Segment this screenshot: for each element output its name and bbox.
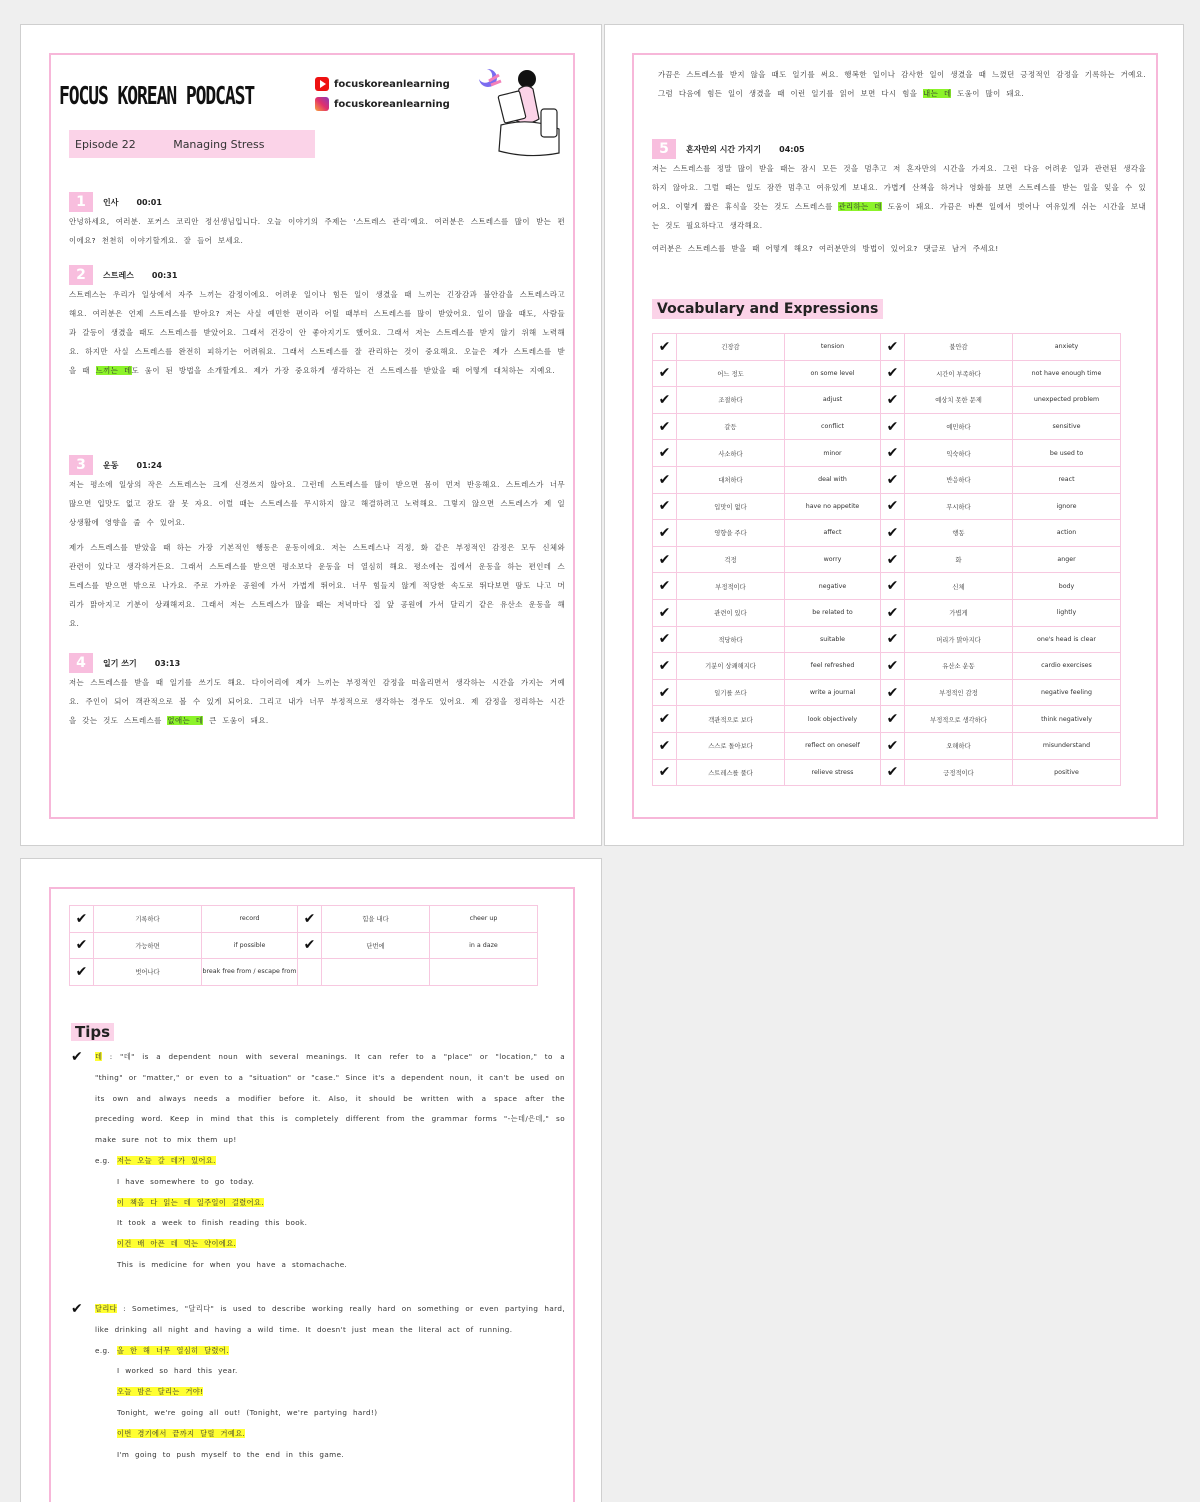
page-frame bbox=[632, 53, 1158, 819]
section-paragraph: 저는 스트레스를 정말 많이 받을 때는 잠시 모든 것을 멈추고 저 혼자만의 시간을 가져요. 그런 다음 어려운 일과 관련된 생각을 하지 않아요. 그럴 때는 일도 잠깐 멈추고 여유있게 보내요. 가볍게 산책을 하거나 영화를 보면 스트레스를 받는 일을 잊을 수 있어요. 이렇게 짧은 휴식을 갖는 것도 스트레스를 관리하는 데 도움이 돼요. 가끔은 바쁜 일에서 벗어나 여유있게 쉬는 시간을 보내는 것도 필요하다고 생각해요. bbox=[652, 164, 1147, 230]
vocab-korean: 일기를 쓰다 bbox=[677, 679, 785, 706]
section-title: 인사 bbox=[103, 197, 119, 207]
vocab-table-continued bbox=[69, 905, 538, 986]
vocab-korean: 머리가 맑아지다 bbox=[905, 626, 1013, 653]
check-icon: ✔ bbox=[881, 360, 905, 387]
tip-term: 데 bbox=[95, 1052, 103, 1061]
vocab-english: unexpected problem bbox=[1013, 387, 1121, 414]
section-number: 4 bbox=[69, 653, 93, 673]
vocab-english: cardio exercises bbox=[1013, 653, 1121, 680]
check-icon: ✔ bbox=[653, 440, 677, 467]
episode-topic: Managing Stress bbox=[173, 138, 265, 151]
tip-2 bbox=[71, 1299, 565, 1465]
vocab-korean: 익숙하다 bbox=[905, 440, 1013, 467]
vocab-row bbox=[70, 906, 538, 933]
tip-text: : Sometimes, "달리다" is used to describe working really hard on something or even partying hard, like drinking all night and having a wild time. It doesn't just mean the literal act of running. bbox=[95, 1304, 566, 1334]
vocab-english: positive bbox=[1013, 759, 1121, 786]
vocab-english: action bbox=[1013, 520, 1121, 547]
check-icon: ✔ bbox=[653, 387, 677, 414]
episode-number: Episode 22 bbox=[75, 138, 136, 151]
vocab-korean: 적당하다 bbox=[677, 626, 785, 653]
vocab-english: conflict bbox=[785, 413, 881, 440]
section-time: 00:01 bbox=[136, 197, 162, 207]
vocab-korean: 조절하다 bbox=[677, 387, 785, 414]
vocab-row bbox=[653, 653, 1121, 680]
section-time: 03:13 bbox=[154, 658, 181, 668]
check-icon: ✔ bbox=[70, 906, 94, 933]
youtube-icon bbox=[315, 77, 329, 91]
page-frame bbox=[49, 53, 575, 819]
vocab-english: look objectively bbox=[785, 706, 881, 733]
vocab-korean: 유산소 운동 bbox=[905, 653, 1013, 680]
example-korean: 이건 배 아픈 데 먹는 약이에요. bbox=[117, 1239, 237, 1249]
vocab-korean: 부정적으로 생각하다 bbox=[905, 706, 1013, 733]
vocab-english: relieve stress bbox=[785, 759, 881, 786]
vocab-english: not have enough time bbox=[1013, 360, 1121, 387]
section-title: 혼자만의 시간 가지기 bbox=[686, 144, 762, 154]
vocab-korean: 대처하다 bbox=[677, 466, 785, 493]
vocab-korean: 힘을 내다 bbox=[322, 906, 430, 933]
check-icon: ✔ bbox=[653, 334, 677, 361]
vocab-korean: 벗어나다 bbox=[94, 959, 202, 986]
girl-reading-illustration bbox=[461, 65, 565, 157]
vocab-english: be used to bbox=[1013, 440, 1121, 467]
vocab-korean: 긍정적이다 bbox=[905, 759, 1013, 786]
check-icon: ✔ bbox=[653, 413, 677, 440]
vocab-title: Vocabulary and Expressions bbox=[652, 299, 883, 319]
vocab-english: negative feeling bbox=[1013, 679, 1121, 706]
vocab-korean: 긴장감 bbox=[677, 334, 785, 361]
example-korean: 저는 오늘 갈 데가 있어요. bbox=[117, 1155, 216, 1165]
check-icon: ✔ bbox=[71, 1301, 84, 1317]
vocab-english: on some level bbox=[785, 360, 881, 387]
vocab-korean: 반응하다 bbox=[905, 466, 1013, 493]
section-number: 1 bbox=[69, 192, 93, 212]
page-1 bbox=[20, 24, 602, 846]
vocab-row bbox=[653, 493, 1121, 520]
vocab-english: think negatively bbox=[1013, 706, 1121, 733]
check-icon: ✔ bbox=[653, 520, 677, 547]
vocab-english: one's head is clear bbox=[1013, 626, 1121, 653]
vocab-korean: 화 bbox=[905, 546, 1013, 573]
vocab-korean bbox=[322, 959, 430, 986]
vocab-row bbox=[653, 759, 1121, 786]
section-paragraph: 저는 스트레스를 받을 때 일기를 쓰기도 해요. 다이어리에 제가 느끼는 부정적인 감정을 떠올리면서 생각하는 시간을 가지는 거예요. 주인이 되어 객관적으로 볼 수 있게 되어요. 그리고 내가 너무 부정적으로 생각하는 경우도 있어요. 제 감정을 정리하는 시간을 갖는 것도 스트레스를 없애는 데 큰 도움이 돼요. bbox=[69, 678, 565, 725]
episode-banner bbox=[69, 130, 315, 158]
vocab-english: minor bbox=[785, 440, 881, 467]
vocab-row bbox=[70, 932, 538, 959]
check-icon: ✔ bbox=[653, 732, 677, 759]
check-icon: ✔ bbox=[653, 493, 677, 520]
vocab-english: reflect on oneself bbox=[785, 732, 881, 759]
check-icon: ✔ bbox=[881, 334, 905, 361]
vocab-english: body bbox=[1013, 573, 1121, 600]
section-paragraph: 저는 평소에 일상의 작은 스트레스는 크게 신경쓰지 않아요. 그런데 스트레스를 많이 받으면 몸이 먼저 반응해요. 스트레스가 너무 많으면 입맛도 없고 잠도 잘 못 자요. 이럴 때는 스트레스를 무시하지 않고 해결하려고 노력해요. 그렇지 않으면 스트레스가 제 일상생활에 영향을 줄 수 있어요. bbox=[69, 480, 565, 527]
vocab-korean: 단번에 bbox=[322, 932, 430, 959]
check-icon: ✔ bbox=[653, 546, 677, 573]
check-icon: ✔ bbox=[653, 679, 677, 706]
section-title: 스트레스 bbox=[103, 270, 134, 280]
section-paragraph: 제가 스트레스를 받았을 때 하는 가장 기본적인 행동은 운동이에요. 저는 스트레스나 걱정, 화 같은 부정적인 감정은 모두 신체와 관련이 있다고 생각하거든요. 그래서 스트레스를 받으면 평소보다 운동을 더 열심히 해요. 평소에는 집에서 운동을 하는 편인데 스트레스를 받으면 밖으로 나가요. 주로 가까운 공원에 가서 가볍게 뛰어요. 너무 힘들지 않게 적당한 속도로 뛰다보면 땀도 나고 머리가 맑아지고 기분이 상쾌해져요. 그래서 저는 스트레스가 많을 때는 저녁마다 집 앞 공원에 가서 달리기 같은 유산소 운동을 해요. bbox=[69, 543, 565, 628]
brand-title: FOCUS KOREAN PODCAST bbox=[59, 81, 255, 110]
vocab-english: adjust bbox=[785, 387, 881, 414]
check-icon: ✔ bbox=[653, 573, 677, 600]
check-icon: ✔ bbox=[881, 466, 905, 493]
check-icon: ✔ bbox=[653, 653, 677, 680]
tips-title: Tips bbox=[71, 1023, 114, 1041]
page-2 bbox=[604, 24, 1184, 846]
vocab-english: worry bbox=[785, 546, 881, 573]
example-english: It took a week to finish reading this book. bbox=[117, 1218, 308, 1228]
vocab-english: have no appetite bbox=[785, 493, 881, 520]
vocab-korean: 시간이 부족하다 bbox=[905, 360, 1013, 387]
vocab-korean: 부정적인 감정 bbox=[905, 679, 1013, 706]
vocab-english: tension bbox=[785, 334, 881, 361]
check-icon: ✔ bbox=[653, 466, 677, 493]
section-1 bbox=[69, 192, 565, 250]
vocab-row bbox=[653, 706, 1121, 733]
vocab-korean: 불안감 bbox=[905, 334, 1013, 361]
vocab-english: anger bbox=[1013, 546, 1121, 573]
section-4 bbox=[69, 653, 565, 730]
vocab-korean: 오해하다 bbox=[905, 732, 1013, 759]
vocab-row bbox=[653, 413, 1121, 440]
vocab-korean: 객관적으로 보다 bbox=[677, 706, 785, 733]
vocab-english: cheer up bbox=[430, 906, 538, 933]
vocab-korean: 예상치 못한 문제 bbox=[905, 387, 1013, 414]
highlight: 내는 데 bbox=[923, 89, 952, 98]
check-icon: ✔ bbox=[881, 653, 905, 680]
check-icon: ✔ bbox=[881, 546, 905, 573]
vocab-row bbox=[653, 599, 1121, 626]
example-english: I'm going to push myself to the end in this game. bbox=[117, 1449, 345, 1459]
check-icon: ✔ bbox=[881, 573, 905, 600]
vocab-english: suitable bbox=[785, 626, 881, 653]
examples: e.g. 저는 오늘 갈 데가 있어요. I have somewhere to go today. 이 책을 다 읽는 데 일주일이 걸렸어요. It took a week to finish reading this book. 이건 배 아픈 데 먹는 약이에요. This is medicine for when you have a stomachache. bbox=[95, 1151, 565, 1276]
check-icon: ✔ bbox=[653, 706, 677, 733]
instagram-icon bbox=[315, 97, 329, 111]
example-korean: 올 한 해 너무 열심히 달렸어. bbox=[117, 1345, 229, 1355]
check-icon: ✔ bbox=[70, 932, 94, 959]
section-time: 00:31 bbox=[151, 270, 178, 280]
check-icon: ✔ bbox=[881, 599, 905, 626]
check-icon: ✔ bbox=[653, 599, 677, 626]
tip-1 bbox=[71, 1047, 565, 1276]
check-icon: ✔ bbox=[70, 959, 94, 986]
vocab-korean: 부정적이다 bbox=[677, 573, 785, 600]
section-paragraph: 가끔은 스트레스를 받지 않을 때도 일기를 써요. 행복한 일이나 감사한 일이 생겼을 때 느꼈던 긍정적인 감정을 기록하는 거예요. 그럼 다음에 힘든 일이 생겼을 때 이런 일기를 읽어 보면 다시 힘을 내는 데 도움이 많이 돼요. bbox=[658, 70, 1146, 98]
section-number: 2 bbox=[69, 265, 93, 285]
check-icon: ✔ bbox=[71, 1049, 84, 1065]
vocab-korean: 스스로 돌아보다 bbox=[677, 732, 785, 759]
example-korean: 오늘 밤은 달리는 거야! bbox=[117, 1387, 204, 1397]
section-title: 일기 쓰기 bbox=[103, 658, 137, 668]
vocab-korean: 스트레스를 풀다 bbox=[677, 759, 785, 786]
vocab-korean: 기록하다 bbox=[94, 906, 202, 933]
vocab-english: react bbox=[1013, 466, 1121, 493]
vocab-korean: 입맛이 없다 bbox=[677, 493, 785, 520]
section-number: 3 bbox=[69, 455, 93, 475]
vocab-korean: 예민하다 bbox=[905, 413, 1013, 440]
example-english: I have somewhere to go today. bbox=[117, 1176, 255, 1186]
section-5 bbox=[652, 139, 1146, 258]
vocab-row bbox=[653, 334, 1121, 361]
vocab-english: anxiety bbox=[1013, 334, 1121, 361]
vocab-korean: 신체 bbox=[905, 573, 1013, 600]
section-paragraph: 안녕하세요, 여러분. 포커스 코리안 정선생님입니다. 오늘 이야기의 주제는 ‘스트레스 관리’예요. 여러분은 스트레스를 많이 받는 편이에요? 천천히 이야기할게요. 잘 들어 보세요. bbox=[69, 217, 565, 245]
vocab-korean: 가볍게 bbox=[905, 599, 1013, 626]
tip-term: 달리다 bbox=[95, 1304, 118, 1313]
vocab-row bbox=[653, 626, 1121, 653]
example-english: This is medicine for when you have a stomachache. bbox=[117, 1259, 348, 1269]
check-icon: ✔ bbox=[881, 440, 905, 467]
example-korean: 이 책을 다 읽는 데 일주일이 걸렸어요. bbox=[117, 1197, 264, 1207]
vocab-table bbox=[652, 333, 1121, 786]
examples: e.g. 올 한 해 너무 열심히 달렸어. I worked so hard this year. 오늘 밤은 달리는 거야! Tonight, we're going all out! (Tonight, we're partying hard!) 이번 경기에서 끝까지 달릴 거예요. I'm going to push myself to the end in this game. bbox=[95, 1341, 565, 1466]
vocab-row bbox=[653, 466, 1121, 493]
check-icon: ✔ bbox=[881, 679, 905, 706]
vocab-row bbox=[70, 959, 538, 986]
section-outro: 여러분은 스트레스를 받을 때 어떻게 해요? 여러분만의 방법이 있어요? 댓글로 남겨 주세요! bbox=[652, 244, 999, 253]
vocab-english: lightly bbox=[1013, 599, 1121, 626]
vocab-english: in a daze bbox=[430, 932, 538, 959]
section-time: 01:24 bbox=[136, 460, 162, 470]
check-icon: ✔ bbox=[881, 706, 905, 733]
vocab-english: write a journal bbox=[785, 679, 881, 706]
vocab-row bbox=[653, 679, 1121, 706]
instagram-handle[interactable]: focuskoreanlearning bbox=[315, 97, 450, 111]
highlight: 관리하는 데 bbox=[838, 202, 882, 211]
section-4-continued bbox=[658, 65, 1146, 103]
youtube-handle[interactable]: focuskoreanlearning bbox=[315, 77, 450, 91]
section-2 bbox=[69, 265, 565, 380]
vocab-korean: 어느 정도 bbox=[677, 360, 785, 387]
check-icon: ✔ bbox=[881, 732, 905, 759]
highlight: 느끼는 데 bbox=[95, 366, 132, 375]
check-icon: ✔ bbox=[298, 932, 322, 959]
check-icon: ✔ bbox=[653, 759, 677, 786]
vocab-korean: 기분이 상쾌해지다 bbox=[677, 653, 785, 680]
vocab-english: record bbox=[202, 906, 298, 933]
vocab-english: if possible bbox=[202, 932, 298, 959]
vocab-row bbox=[653, 546, 1121, 573]
check-icon: ✔ bbox=[881, 759, 905, 786]
check-icon: ✔ bbox=[881, 493, 905, 520]
section-title: 운동 bbox=[103, 460, 119, 470]
check-icon bbox=[298, 959, 322, 986]
section-paragraph: 스트레스는 우리가 일상에서 자주 느끼는 감정이에요. 어려운 일이나 힘든 일이 생겼을 때 느끼는 긴장감과 불안감을 스트레스라고 해요. 여러분은 언제 스트레스를 받아요? 저는 사실 예민한 편이라 어릴 때부터 스트레스를 많이 받았어요. 일이 많을 때도, 사람들과 갈등이 생겼을 때도 스트레스를 받았어요. 그래서 건강이 안 좋아지기도 했어요. 그래서 저는 스트레스를 받지 않기 위해 노력해요. 하지만 사실 스트레스를 완전히 피하기는 어려워요. 그래서 스트레스를 잘 관리하는 것이 중요해요. 오늘은 제가 스트레스를 받을 때 느끼는 데도 움이 된 방법을 소개할게요. 제가 가장 중요하게 생각하는 건 스트레스를 받았을 때 어떻게 대처하는 지예요. bbox=[69, 290, 565, 375]
vocab-row bbox=[653, 360, 1121, 387]
vocab-english: ignore bbox=[1013, 493, 1121, 520]
page-frame bbox=[49, 887, 575, 1502]
vocab-korean: 갈등 bbox=[677, 413, 785, 440]
section-number: 5 bbox=[652, 139, 676, 159]
example-english: Tonight, we're going all out! (Tonight, we're partying hard!) bbox=[117, 1407, 378, 1417]
check-icon: ✔ bbox=[881, 626, 905, 653]
vocab-english bbox=[430, 959, 538, 986]
vocab-korean: 가능하면 bbox=[94, 932, 202, 959]
example-english: I worked so hard this year. bbox=[117, 1366, 238, 1376]
section-time: 04:05 bbox=[779, 144, 805, 154]
vocab-row bbox=[653, 520, 1121, 547]
vocab-english: break free from / escape from bbox=[202, 959, 298, 986]
vocab-english: be related to bbox=[785, 599, 881, 626]
vocab-row bbox=[653, 732, 1121, 759]
page-3 bbox=[20, 858, 602, 1502]
vocab-korean: 영향을 주다 bbox=[677, 520, 785, 547]
vocab-korean: 행동 bbox=[905, 520, 1013, 547]
vocab-korean: 사소하다 bbox=[677, 440, 785, 467]
vocab-korean: 걱정 bbox=[677, 546, 785, 573]
vocab-english: feel refreshed bbox=[785, 653, 881, 680]
check-icon: ✔ bbox=[653, 360, 677, 387]
vocab-row bbox=[653, 440, 1121, 467]
vocab-english: misunderstand bbox=[1013, 732, 1121, 759]
vocab-row bbox=[653, 387, 1121, 414]
vocab-english: affect bbox=[785, 520, 881, 547]
tip-text: : "데" is a dependent noun with several meanings. It can refer to a "place" or "location," to a "thing" or "matter," or even to a "situation" or "case." Since it's a dependent noun, it can't be used on its own and always needs a modifier before it. Also, it should be written with a space after the preceding word. Keep in mind that this is completely different from the grammar forms "-는데/은데," so make sure not to mix them up! bbox=[95, 1052, 565, 1145]
vocab-korean: 관련이 있다 bbox=[677, 599, 785, 626]
check-icon: ✔ bbox=[881, 520, 905, 547]
vocab-korean: 무시하다 bbox=[905, 493, 1013, 520]
example-korean: 이번 경기에서 끝까지 달릴 거예요. bbox=[117, 1428, 246, 1438]
vocab-english: deal with bbox=[785, 466, 881, 493]
check-icon: ✔ bbox=[881, 413, 905, 440]
check-icon: ✔ bbox=[881, 387, 905, 414]
check-icon: ✔ bbox=[653, 626, 677, 653]
vocab-row bbox=[653, 573, 1121, 600]
vocab-english: negative bbox=[785, 573, 881, 600]
vocab-english: sensitive bbox=[1013, 413, 1121, 440]
check-icon: ✔ bbox=[298, 906, 322, 933]
highlight: 없애는 데 bbox=[167, 716, 204, 725]
section-3 bbox=[69, 455, 565, 633]
